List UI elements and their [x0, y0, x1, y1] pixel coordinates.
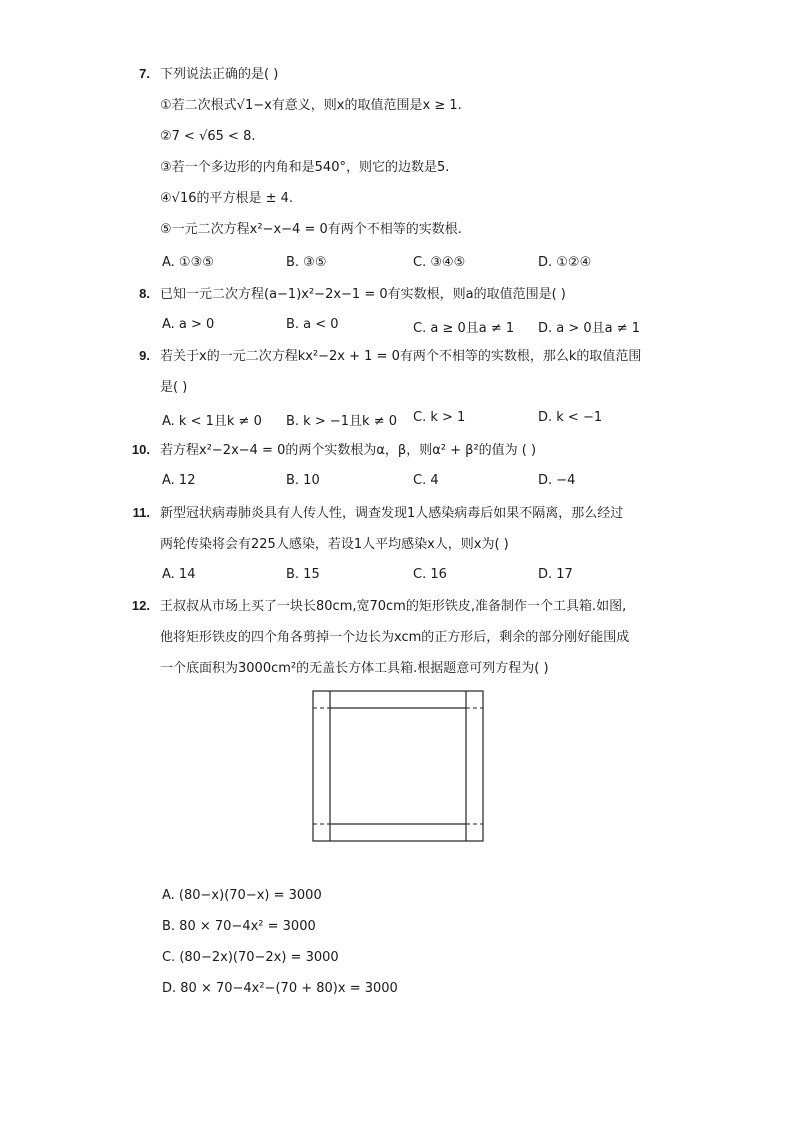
question-7-option-a[interactable]: A. ①③⑤	[162, 255, 214, 270]
question-10-option-a[interactable]: A. 12	[162, 473, 196, 488]
question-12-stem-line-2: 他将矩形铁皮的四个角各剪掉一个边长为xcm的正方形后，剩余的部分刚好能围成	[160, 630, 630, 645]
question-11-stem-line-2: 两轮传染将会有225人感染，若设1人平均感染x人，则x为( )	[160, 537, 509, 552]
question-7-statement-3: ③若一个多边形的内角和是540°，则它的边数是5.	[160, 160, 450, 175]
question-11-option-a[interactable]: A. 14	[162, 567, 196, 582]
question-9-stem-line-1: 若关于x的一元二次方程kx²−2x + 1 = 0有两个不相等的实数根，那么k的取值范围	[160, 349, 642, 364]
question-12-option-b[interactable]: B. 80 × 70−4x² = 3000	[162, 919, 316, 934]
sheet-metal-figure	[312, 690, 484, 846]
question-8-option-d[interactable]: D. a > 0且a ≠ 1	[538, 321, 641, 336]
question-9-option-a[interactable]: A. k < 1且k ≠ 0	[162, 414, 262, 429]
question-11-option-b[interactable]: B. 15	[286, 567, 320, 582]
question-11-option-d[interactable]: D. 17	[538, 567, 573, 582]
question-7-number: 7.	[139, 66, 150, 81]
question-8-option-b[interactable]: B. a < 0	[286, 317, 339, 332]
sheet-metal-diagram	[312, 690, 484, 842]
question-12-stem-line-1: 王叔叔从市场上买了一块长80cm,宽70cm的矩形铁皮,准备制作一个工具箱.如图,	[160, 599, 627, 614]
question-12-option-c[interactable]: C. (80−2x)(70−2x) = 3000	[162, 950, 339, 965]
question-9-option-d[interactable]: D. k < −1	[538, 410, 603, 425]
question-12-option-a[interactable]: A. (80−x)(70−x) = 3000	[162, 888, 322, 903]
question-7-statement-1: ①若二次根式√1−x有意义，则x的取值范围是x ≥ 1.	[160, 98, 462, 113]
question-7-statement-2: ②7 < √65 < 8.	[160, 129, 256, 144]
question-12-stem-line-3: 一个底面积为3000cm²的无盖长方体工具箱.根据题意可列方程为( )	[160, 661, 549, 676]
question-10-number: 10.	[131, 442, 150, 457]
question-7-stem: 下列说法正确的是( )	[160, 67, 279, 82]
question-7-statement-5: ⑤一元二次方程x²−x−4 = 0有两个不相等的实数根.	[160, 222, 462, 237]
question-9-number: 9.	[139, 348, 150, 363]
question-10-option-b[interactable]: B. 10	[286, 473, 320, 488]
question-9-option-b[interactable]: B. k > −1且k ≠ 0	[286, 414, 397, 429]
outer-rectangle	[313, 691, 483, 841]
question-11-stem-line-1: 新型冠状病毒肺炎具有人传人性，调查发现1人感染病毒后如果不隔离，那么经过	[160, 506, 624, 521]
question-8-number: 8.	[139, 286, 150, 301]
question-10-option-d[interactable]: D. −4	[538, 473, 576, 488]
question-8-option-c[interactable]: C. a ≥ 0且a ≠ 1	[413, 321, 515, 336]
question-8-option-a[interactable]: A. a > 0	[162, 317, 215, 332]
question-11-option-c[interactable]: C. 16	[413, 567, 447, 582]
question-7-option-c[interactable]: C. ③④⑤	[413, 255, 466, 270]
inner-rectangle	[330, 708, 466, 824]
question-9-option-c[interactable]: C. k > 1	[413, 410, 466, 425]
question-7-option-b[interactable]: B. ③⑤	[286, 255, 327, 270]
question-8-stem: 已知一元二次方程(a−1)x²−2x−1 = 0有实数根，则a的取值范围是( )	[160, 287, 566, 302]
question-9-stem-line-2: 是( )	[160, 380, 188, 395]
question-12-number: 12.	[131, 598, 150, 613]
question-11-number: 11.	[132, 505, 150, 520]
question-7-statement-4: ④√16的平方根是 ± 4.	[160, 191, 294, 206]
question-10-stem: 若方程x²−2x−4 = 0的两个实数根为α，β，则α² + β²的值为 ( )	[160, 443, 537, 458]
question-7-option-d[interactable]: D. ①②④	[538, 255, 592, 270]
question-12-option-d[interactable]: D. 80 × 70−4x²−(70 + 80)x = 3000	[162, 981, 398, 996]
question-10-option-c[interactable]: C. 4	[413, 473, 439, 488]
